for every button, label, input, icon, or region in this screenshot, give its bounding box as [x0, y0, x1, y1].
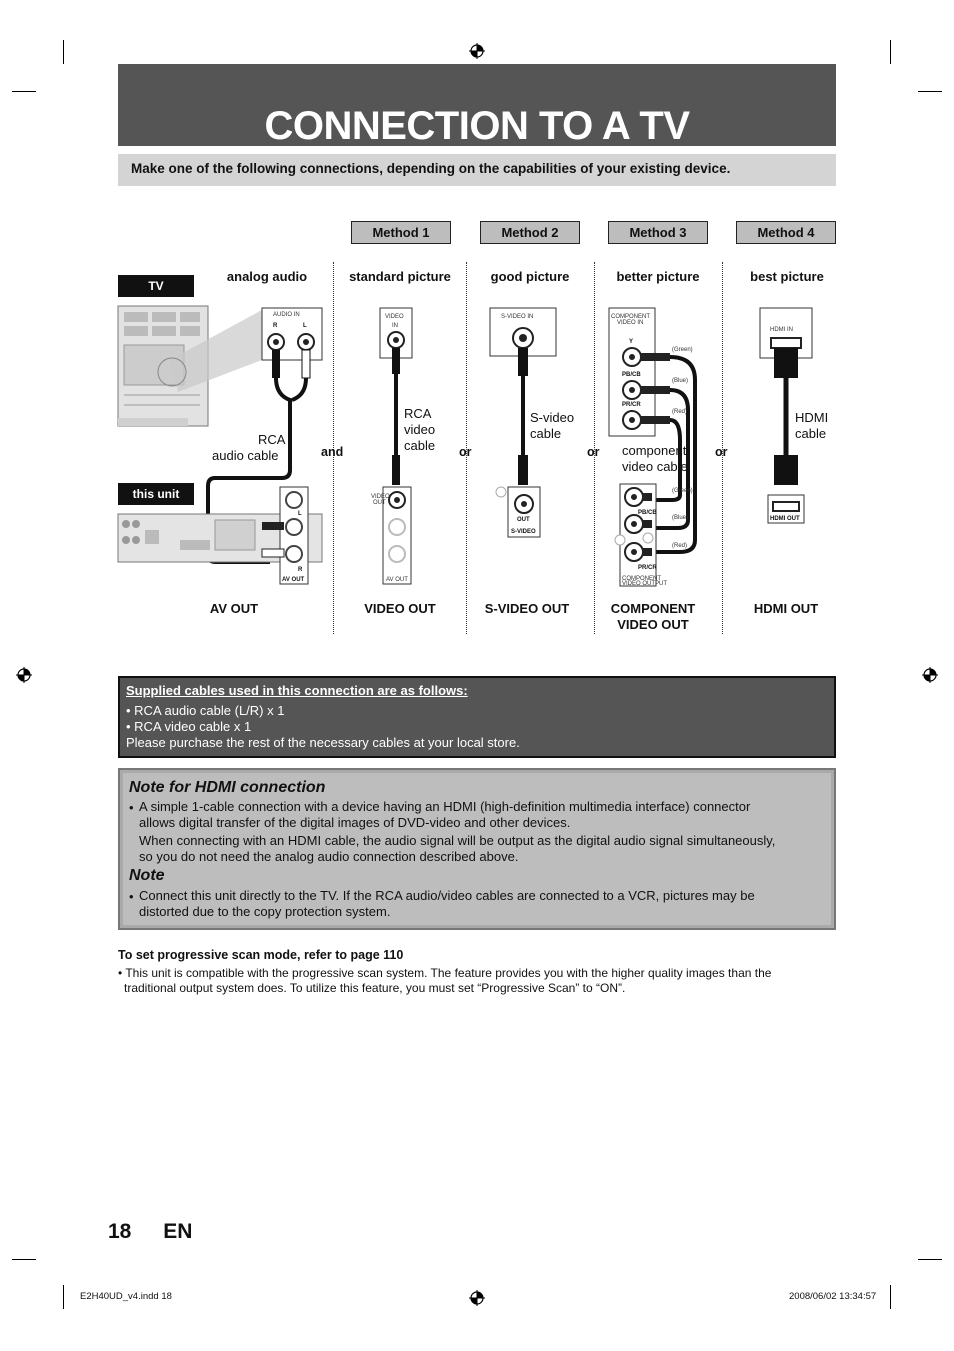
footer-file: E2H40UD_v4.indd 18 [80, 1291, 172, 1302]
supplied-heading: Supplied cables used in this connection are as follows: [126, 683, 468, 698]
svg-text:IN: IN [392, 323, 398, 329]
svg-text:(Green): (Green) [672, 488, 693, 494]
footer-date: 2008/06/02 13:34:57 [789, 1291, 877, 1302]
quality-standard: standard picture [349, 269, 451, 284]
page-title: CONNECTION TO A TV [264, 104, 690, 148]
svg-text:S-VIDEO: S-VIDEO [511, 529, 536, 535]
svg-text:Y: Y [629, 339, 634, 345]
quality-better: better picture [616, 269, 700, 284]
svg-text:PR/CR: PR/CR [622, 402, 641, 408]
hdmi-note-line-2: allows digital transfer of the digital images of DVD-video and other devices. [139, 815, 571, 830]
or-label: or [587, 445, 600, 459]
hdmi-note-line-4: so you do not need the analog audio connection described above. [139, 849, 519, 864]
crop-mark [63, 1285, 64, 1309]
component-cable-label-2: video cable [622, 459, 688, 474]
or-label: or [459, 445, 472, 459]
svg-text:(Red): (Red) [672, 409, 688, 415]
quality-best: best picture [750, 269, 824, 284]
supplied-footer: Please purchase the rest of the necessary cables at your local store. [126, 735, 520, 750]
svg-text:PB/CB: PB/CB [622, 372, 641, 378]
this-unit-tag: this unit [118, 483, 194, 505]
progressive-line-1: • This unit is compatible with the progressive scan system. The feature provides you with the higher quality images than the [118, 966, 772, 980]
connection-diagram [0, 0, 954, 640]
registration-mark-icon [16, 667, 32, 683]
svg-text:COMPONENT: COMPONENT [622, 576, 661, 582]
bullet: • [129, 800, 134, 815]
hdmi-note-line-1: A simple 1-cable connection with a device having an HDMI (high-definition multimedia interface) connector [139, 799, 751, 814]
svg-text:VIDEO OUTPUT: VIDEO OUTPUT [622, 581, 668, 587]
method-4-label: Method 4 [736, 221, 836, 244]
svg-text:R: R [298, 567, 303, 573]
hdmi-out-label: HDMI OUT [753, 601, 819, 616]
svideo-out-label: S-VIDEO OUT [484, 601, 570, 616]
svg-text:R: R [273, 323, 278, 329]
svg-text:HDMI IN: HDMI IN [770, 327, 793, 333]
method-1-label: Method 1 [351, 221, 451, 244]
page-number-value: 18 [108, 1220, 132, 1243]
svideo-cable-label-2: cable [530, 426, 562, 441]
svg-text:(Blue): (Blue) [672, 378, 689, 384]
svg-text:(Blue): (Blue) [672, 515, 689, 521]
page-number [108, 1220, 192, 1244]
svg-text:VIDEO: VIDEO [371, 494, 390, 500]
or-label: or [715, 445, 728, 459]
progressive-heading: To set progressive scan mode, refer to page 110 [118, 948, 404, 962]
supplied-cables-box [118, 676, 836, 758]
svg-text:VIDEO IN: VIDEO IN [617, 320, 644, 326]
tv-tag: TV [118, 275, 194, 297]
crop-mark [918, 1259, 942, 1260]
svg-text:COMPONENT: COMPONENT [611, 314, 650, 320]
svg-text:L: L [303, 323, 307, 329]
rca-video-cable-label-2: video [404, 422, 436, 437]
method-3-label: Method 3 [608, 221, 708, 244]
svideo-cable-label-1: S-video [530, 410, 575, 425]
note-line-2: distorted due to the copy protection system. [139, 904, 391, 919]
svg-text:OUT: OUT [373, 500, 386, 506]
crop-mark [890, 1285, 891, 1309]
progressive-text [118, 966, 828, 995]
intro-text: Make one of the following connections, depending on the capabilities of your existing device. [131, 161, 731, 176]
quality-analog-audio: analog audio [226, 269, 308, 284]
hdmi-note-line-3: When connecting with an HDMI cable, the audio signal will be output as the digital audio signal simultaneously, [139, 833, 776, 848]
method-2-label: Method 2 [480, 221, 580, 244]
svg-text:AV OUT: AV OUT [386, 577, 408, 583]
svg-text:(Red): (Red) [672, 543, 688, 549]
av-out-label: AV OUT [209, 601, 259, 616]
registration-mark-icon [922, 667, 938, 683]
registration-mark-icon [469, 1290, 485, 1306]
supplied-item: • RCA audio cable (L/R) x 1 [126, 703, 285, 718]
supplied-item: • RCA video cable x 1 [126, 719, 252, 734]
crop-mark [12, 1259, 36, 1260]
hdmi-cable-label-2: cable [795, 426, 827, 441]
component-cable-label-1: component [622, 443, 687, 458]
note-box [118, 768, 836, 930]
quality-good: good picture [490, 269, 570, 284]
svg-text:PB/CB: PB/CB [638, 510, 657, 516]
progressive-line-2: traditional output system does. To utilize this feature, you must set “Progressive Scan” to “ON”. [124, 980, 626, 995]
audio-in-label: AUDIO IN [273, 312, 300, 318]
hdmi-cable-label-1: HDMI [795, 410, 829, 425]
video-out-label: VIDEO OUT [364, 601, 436, 616]
component-out-label-1: COMPONENT [610, 601, 696, 616]
svg-text:OUT: OUT [517, 517, 530, 523]
svg-text:S-VIDEO IN: S-VIDEO IN [501, 314, 534, 320]
note-heading: Note [129, 867, 165, 884]
rca-audio-cable-label-2: audio cable [212, 448, 279, 463]
rca-video-cable-label-3: cable [404, 438, 436, 453]
bullet: • [129, 889, 134, 904]
svg-text:VIDEO: VIDEO [385, 314, 404, 320]
note-line-1: Connect this unit directly to the TV. If the RCA audio/video cables are connected to a VCR, pictures may be [139, 888, 755, 903]
rca-audio-cable-label-1: RCA [258, 432, 286, 447]
svg-text:L: L [298, 511, 302, 517]
svg-text:(Green): (Green) [672, 347, 693, 353]
page-lang: EN [163, 1220, 193, 1243]
hdmi-note-heading: Note for HDMI connection [129, 779, 326, 796]
rca-video-cable-label-1: RCA [404, 406, 432, 421]
svg-text:AV OUT: AV OUT [282, 577, 305, 583]
component-out-label-2: VIDEO OUT [617, 617, 689, 632]
and-label: and [321, 445, 344, 459]
svg-text:PR/CR: PR/CR [638, 565, 657, 571]
svg-text:HDMI OUT: HDMI OUT [770, 516, 800, 522]
